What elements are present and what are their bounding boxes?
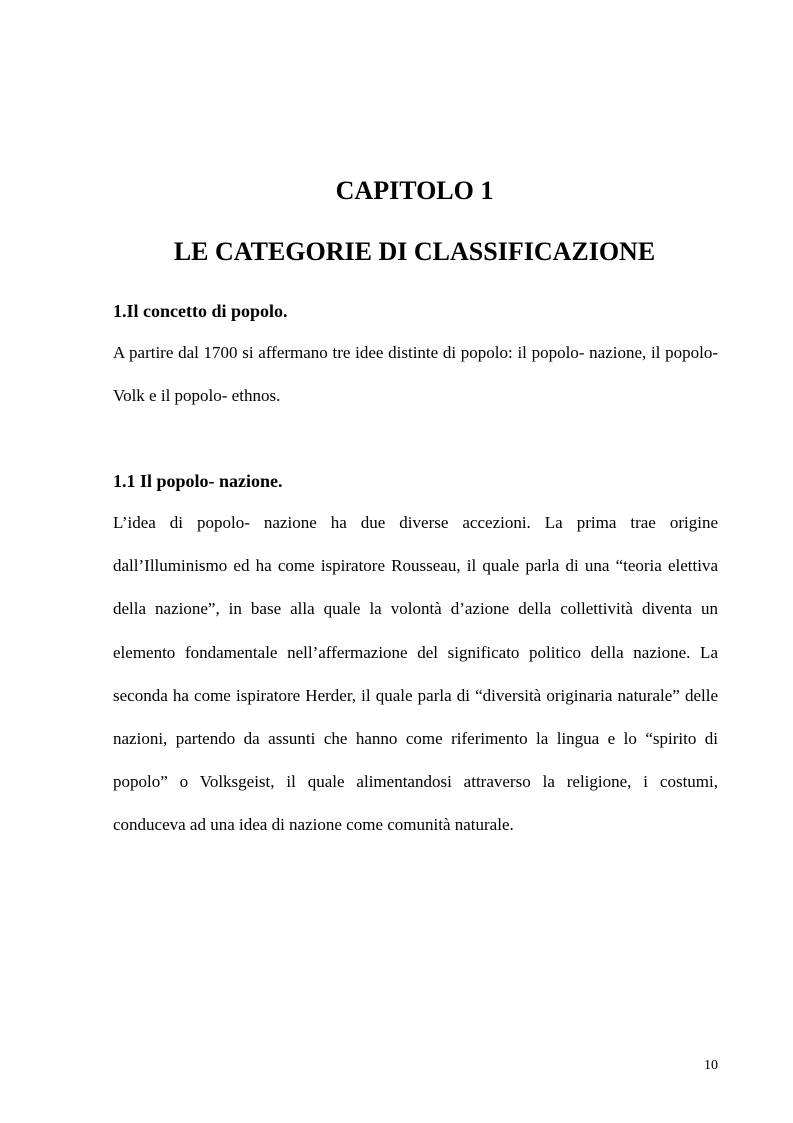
section-paragraph-popolo-nazione: L’idea di popolo- nazione ha due diverse accezioni. La prima trae origine dall’Illuminismo ed ha come ispiratore Rousseau, il quale parla di una “teoria elettiva della nazione”, in base alla quale la volontà d’azione della collettività diventa un elemento fondamentale nell’affermazione del significato politico della nazione. La seconda ha come ispiratore Herder, il quale parla di “diversità originaria naturale” delle nazioni, partendo da assunti che hanno come riferimento la lingua e lo “spirito di popolo” o Volksgeist, il quale alimentandosi attraverso la religione, i costumi, conduceva ad una idea di nazione come comunità naturale. <box>113 513 718 835</box>
section-heading-concetto-di-popolo: 1.Il concetto di popolo. <box>113 301 288 321</box>
section-paragraph-concetto-di-popolo: A partire dal 1700 si affermano tre idee distinte di popolo: il popolo- nazione, il popolo- Volk e il popolo- ethnos. <box>113 343 718 406</box>
chapter-title-heading: LE CATEGORIE DI CLASSIFICAZIONE <box>173 237 656 266</box>
section-heading-popolo-nazione: 1.1 Il popolo- nazione. <box>113 471 283 491</box>
page-number: 10 <box>704 1058 718 1073</box>
chapter-number-heading: CAPITOLO 1 <box>335 176 494 205</box>
